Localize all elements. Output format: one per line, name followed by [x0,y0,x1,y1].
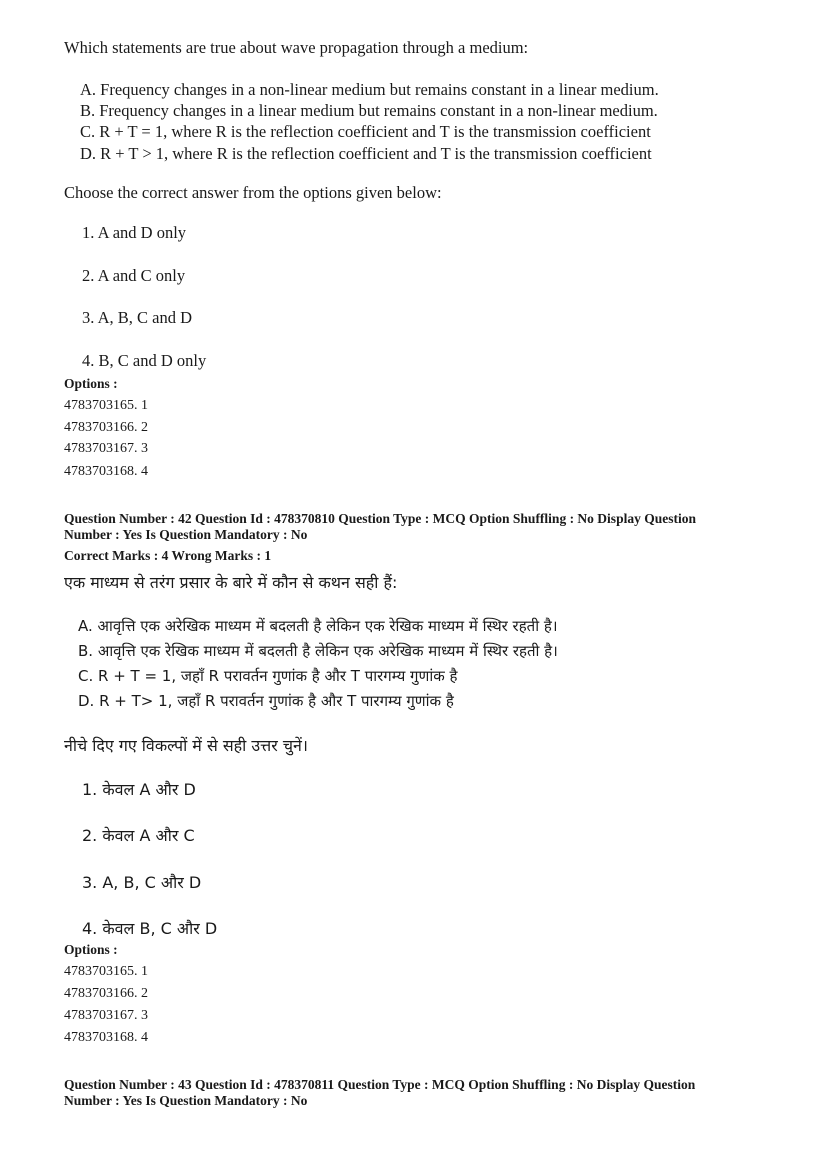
question-meta-cont: Number : Yes Is Question Mandatory : No [64,1093,308,1108]
statement-c-hindi: C. R + T = 1, जहाँ R परावर्तन गुणांक है और T पारगम्य गुणांक है [78,667,458,685]
question-stem-hindi: एक माध्यम से तरंग प्रसार के बारे में कौन से कथन सही हैं: [64,573,398,592]
option-id-3: 4783703167. 3 [64,441,148,456]
statement-d-hindi: D. R + T> 1, जहाँ R परावर्तन गुणांक है और T पारगम्य गुणांक है [78,692,454,710]
choice-1: 1. A and D only [82,223,187,242]
choose-instruction-hindi: नीचे दिए गए विकल्पों में से सही उत्तर चुनें। [64,736,308,755]
statement-a: A. Frequency changes in a non-linear medium but remains constant in a linear medium. [80,80,659,99]
choice-2-hindi: 2. केवल A और C [82,826,195,845]
question-meta-cont: Number : Yes Is Question Mandatory : No [64,527,308,542]
choice-4-hindi: 4. केवल B, C और D [82,919,218,938]
statement-a-hindi: A. आवृत्ति एक अरेखिक माध्यम में बदलती है लेकिन एक रेखिक माध्यम में स्थिर रहती है। [78,617,558,635]
choice-4: 4. B, C and D only [82,351,207,370]
statement-b-hindi: B. आवृत्ति एक रेखिक माध्यम में बदलती है लेकिन एक अरेखिक माध्यम में स्थिर रहती है। [78,642,558,660]
option-id-1: 4783703165. 1 [64,398,148,413]
statement-b: B. Frequency changes in a linear medium but remains constant in a non-linear medium. [80,101,658,120]
statement-c: C. R + T = 1, where R is the reflection coefficient and T is the transmission coefficient [80,122,651,141]
question-meta: Question Number : 42 Question Id : 478370810 Question Type : MCQ Option Shuffling : No Display Question [64,511,696,526]
question-stem: Which statements are true about wave propagation through a medium: [64,38,529,57]
choice-3: 3. A, B, C and D [82,308,193,327]
options-label: Options : [64,942,118,957]
options-label: Options : [64,376,118,391]
choose-instruction: Choose the correct answer from the options given below: [64,183,442,202]
option-id-2: 4783703166. 2 [64,986,148,1001]
statement-d: D. R + T > 1, where R is the reflection coefficient and T is the transmission coefficient [80,144,652,163]
choice-3-hindi: 3. A, B, C और D [82,873,202,892]
choice-1-hindi: 1. केवल A और D [82,780,196,799]
question-marks: Correct Marks : 4 Wrong Marks : 1 [64,548,272,563]
option-id-2: 4783703166. 2 [64,420,148,435]
option-id-4: 4783703168. 4 [64,464,148,479]
option-id-4: 4783703168. 4 [64,1030,148,1045]
option-id-1: 4783703165. 1 [64,964,148,979]
question-meta: Question Number : 43 Question Id : 478370811 Question Type : MCQ Option Shuffling : No Display Question [64,1077,696,1092]
option-id-3: 4783703167. 3 [64,1008,148,1023]
choice-2: 2. A and C only [82,266,186,285]
